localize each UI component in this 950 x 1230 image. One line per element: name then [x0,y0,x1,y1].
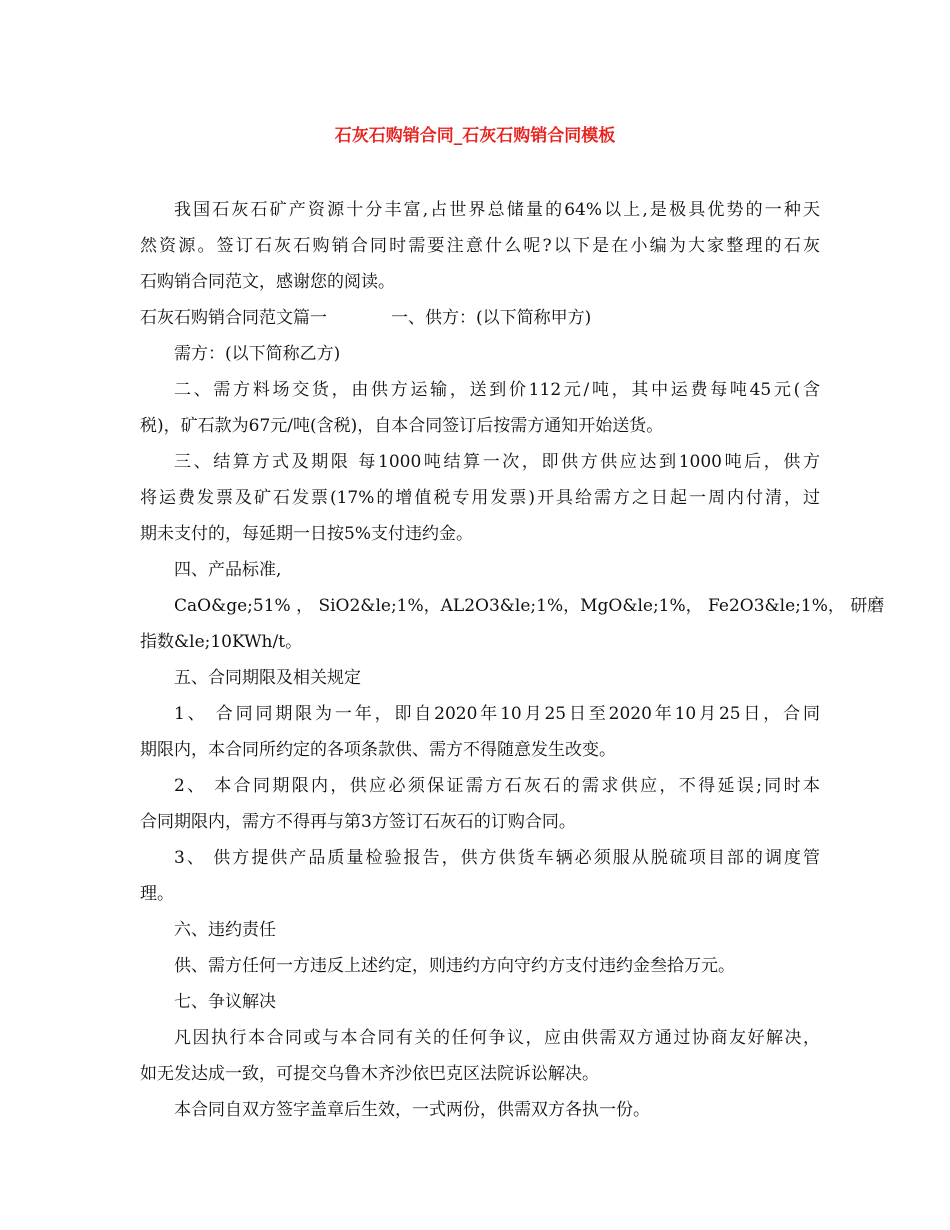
paragraph-line: 需方：(以下简称乙方) [174,344,341,364]
paragraph-line: 理。 [140,884,174,904]
paragraph-line: 供、需方任何一方违反上述约定，则违约方向守约方支付违约金叁拾万元。 [174,956,735,976]
sample-heading: 石灰石购销合同范文篇一 [140,308,327,328]
paragraph-line: 七、争议解决 [174,992,276,1012]
paragraph-line: 五、合同期限及相关规定 [174,668,361,688]
paragraph-line: 三、结算方式及期限 每1000吨结算一次，即供方供应达到1000吨后，供方 [174,452,820,472]
paragraph-line: 如无发达成一致，可提交乌鲁木齐沙依巴克区法院诉讼解决。 [140,1064,599,1084]
paragraph-line: 合同期限内，需方不得再与第3方签订石灰石的订购合同。 [140,812,576,832]
paragraph-line: 石购销合同范文，感谢您的阅读。 [140,272,395,292]
section-heading-line [140,300,820,336]
paragraph-line: 1、 合同同期限为一年，即自2020年10月25日至2020年10月25日，合同 [174,704,820,724]
document-body [140,192,885,1128]
supplier-line: 一、供方：(以下简称甲方) [391,308,592,328]
paragraph-line: 指数&le;10KWh/t。 [140,632,303,652]
paragraph-line: 然资源。签订石灰石购销合同时需要注意什么呢?以下是在小编为大家整理的石灰 [140,236,820,256]
paragraph-line: 六、违约责任 [174,920,276,940]
paragraph-line: 凡因执行本合同或与本合同有关的任何争议，应由供需双方通过协商友好解决， [174,1028,820,1048]
document-title: 石灰石购销合同_石灰石购销合同模板 [334,126,616,146]
paragraph-line: 将运费发票及矿石发票(17%的增值税专用发票)开具给需方之日起一周内付清，过 [140,488,820,508]
paragraph-line: 3、 供方提供产品质量检验报告，供方供货车辆必须服从脱硫项目部的调度管 [174,848,820,868]
paragraph-line: 2、 本合同期限内，供应必须保证需方石灰石的需求供应，不得延误;同时本 [174,776,820,796]
paragraph-line: 二、需方料场交货，由供方运输，送到价112元/吨，其中运费每吨45元(含 [174,380,820,400]
paragraph-line: 期未支付的，每延期一日按5%支付违约金。 [140,524,473,544]
paragraph-line: 期限内，本合同所约定的各项条款供、需方不得随意发生改变。 [140,740,616,760]
paragraph-line: 四、产品标准, [174,560,282,580]
paragraph-line: 我国石灰石矿产资源十分丰富,占世界总储量的64%以上,是极具优势的一种天 [174,200,820,220]
paragraph-line: 本合同自双方签字盖章后生效，一式两份，供需双方各执一份。 [174,1100,650,1120]
paragraph-line: 税)，矿石款为67元/吨(含税)，自本合同签订后按需方通知开始送货。 [140,416,664,436]
paragraph-line: CaO&ge;51% ， SiO2&le;1%，AL2O3&le;1%，MgO&le;1%， Fe2O3&le;1%， 研磨 [174,596,885,616]
